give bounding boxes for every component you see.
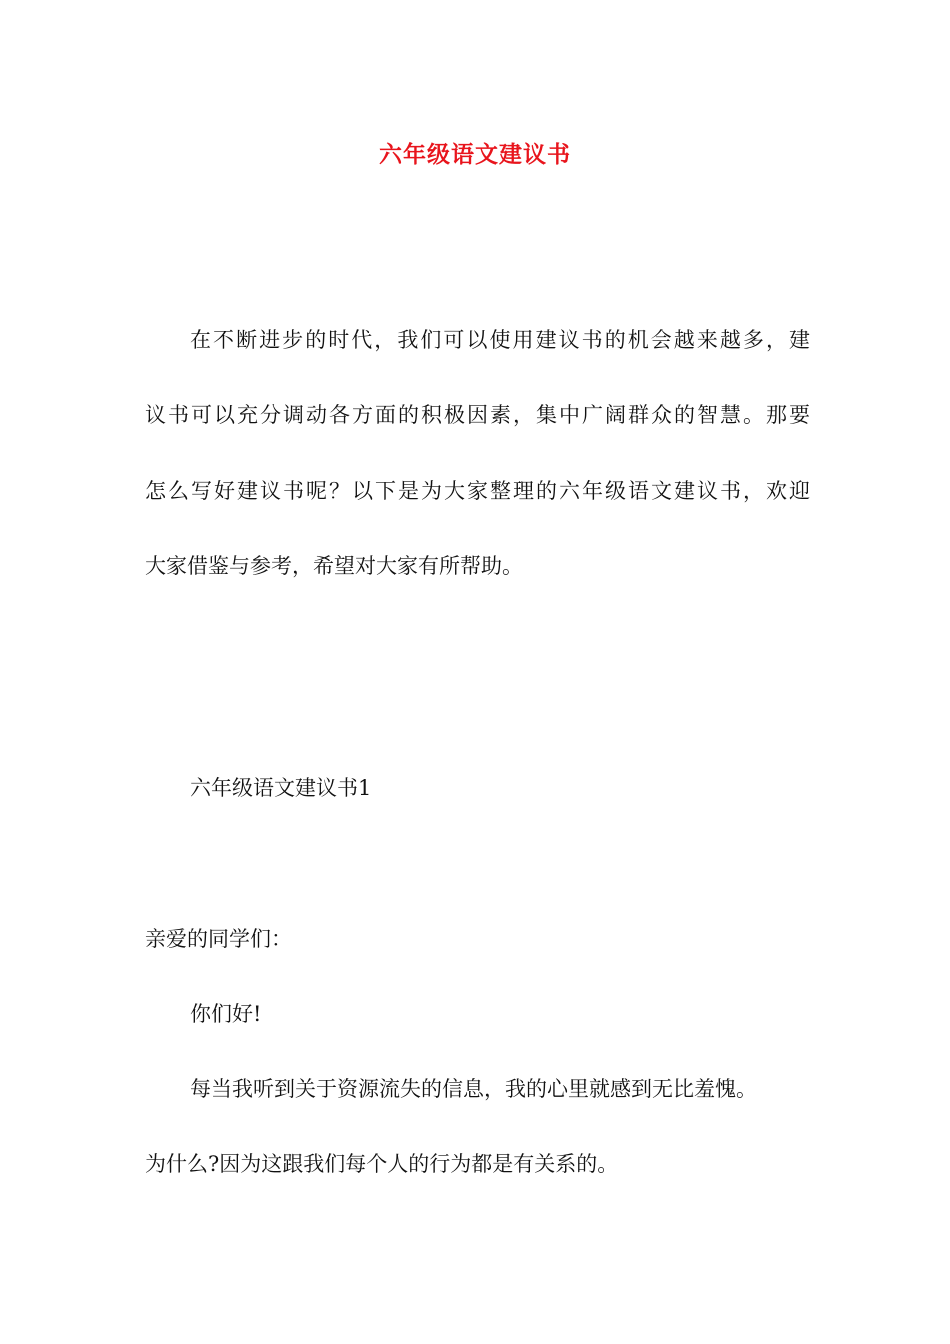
letter-body-line-2: 为什么?因为这跟我们每个人的行为都是有关系的。	[145, 1152, 619, 1176]
section-heading: 六年级语文建议书1	[190, 776, 372, 800]
letter-body-line-1: 每当我听到关于资源流失的信息，我的心里就感到无比羞愧。	[190, 1077, 757, 1101]
letter-salutation: 亲爱的同学们：	[145, 927, 292, 951]
intro-line-1: 在不断进步的时代，我们可以使用建议书的机会越来越多，建	[190, 328, 810, 352]
intro-line-3: 怎么写好建议书呢？以下是为大家整理的六年级语文建议书，欢迎	[145, 479, 810, 503]
intro-line-4: 大家借鉴与参考，希望对大家有所帮助。	[145, 554, 523, 578]
letter-greeting: 你们好!	[190, 1002, 262, 1026]
document-title: 六年级语文建议书	[379, 141, 571, 168]
intro-line-2: 议书可以充分调动各方面的积极因素，集中广阔群众的智慧。那要	[145, 403, 810, 427]
